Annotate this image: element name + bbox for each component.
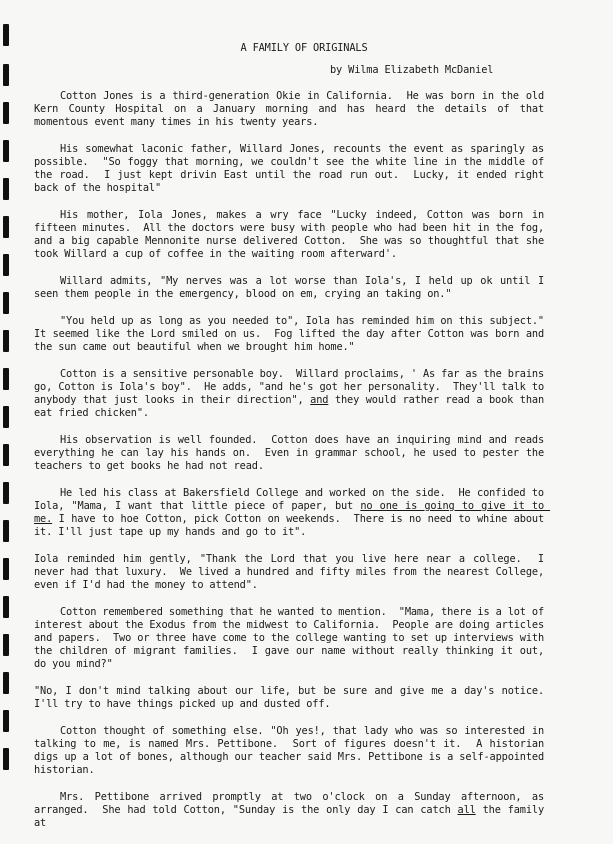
binder-hole: [3, 672, 9, 694]
binder-hole: [3, 710, 9, 732]
document-title: A FAMILY OF ORIGINALS: [240, 42, 368, 54]
binder-hole: [3, 596, 9, 618]
body-paragraph: His observation is well founded. Cotton does have an inquiring mind and reads everything he can lay his hands on. Even in grammar school, he used to pester the teachers to get books he had not read.: [34, 434, 551, 472]
paragraph-text: they would rather read a book than eat fried chicken".: [34, 394, 551, 419]
binder-hole: [3, 558, 9, 580]
body-paragraph: [34, 791, 551, 830]
paragraph-text: Cotton is a sensitive personable boy. Willard proclaims, ' As far as the brains go, Cotton is Iola's boy". He adds, "and he's got her personality. They'll talk to anybody that just looks in their direction",: [34, 368, 551, 406]
underlined-text: no one is going to give it to me.: [34, 500, 551, 525]
body-paragraph: [34, 368, 551, 420]
binder-hole: [3, 140, 9, 162]
binder-hole: [3, 368, 9, 390]
paragraph-text: I have to hoe Cotton, pick Cotton on weekends. There is no need to whine about it. I'll just tape up my hands and go to it".: [34, 513, 551, 538]
body-paragraph: Cotton thought of something else. "Oh yes!, that lady who was so interested in talking to me, is named Mrs. Pettibone. Sort of figures doesn't it. A historian digs up a lot of bones, although our teacher said Mrs. Pettibone is a self-appointed historian.: [34, 725, 551, 776]
document-page: [34, 42, 551, 844]
paragraph-text: He led his class at Bakersfield College and worked on the side. He confided to Iola, "Mama, I want that little piece of paper, but: [34, 487, 551, 512]
binder-margin: [0, 0, 14, 788]
paragraph-text: the family at: [34, 804, 551, 829]
body-paragraph: Willard admits, "My nerves was a lot worse than Iola's, I held up ok until I seen them people in the emergency, blood on em, crying an taking on.": [34, 275, 551, 300]
binder-hole: [3, 102, 9, 124]
body-paragraph: Cotton remembered something that he wanted to mention. "Mama, there is a lot of interest about the Exodus from the midwest to California. People are doing articles and papers. Two or three have come to the college wanting to set up interviews with the children of migrant families. I gave our name without really thinking it out, do you mind?": [34, 606, 551, 670]
paragraph-text: Mrs. Pettibone arrived promptly at two o'clock on a Sunday afternoon, as arranged. She had told Cotton, "Sunday is the only day I can catch: [34, 791, 551, 816]
binder-hole: [3, 482, 9, 504]
underlined-text: and: [310, 394, 329, 406]
binder-hole: [3, 634, 9, 656]
binder-hole: [3, 406, 9, 428]
binder-hole: [3, 216, 9, 238]
binder-hole: [3, 24, 9, 46]
binder-hole: [3, 520, 9, 542]
binder-hole: [3, 178, 9, 200]
body-paragraph: Iola reminded him gently, "Thank the Lord that you live here near a college. I never had that luxury. We lived a hundred and fifty miles from the nearest College, even if I'd had the money to attend".: [34, 553, 551, 591]
body-paragraph: His somewhat laconic father, Willard Jones, recounts the event as sparingly as possible. "So foggy that morning, we couldn't see the white line in the middle of the road. I just kept drivin East until the road run out. Lucky, it ended right back of the hospital": [34, 143, 551, 194]
author-byline: by Wilma Elizabeth McDaniel: [330, 64, 494, 76]
body-paragraph: "No, I don't mind talking about our life, but be sure and give me a day's notice. I'll try to have things picked up and dusted off.: [34, 685, 551, 710]
binder-hole: [3, 330, 9, 352]
document-body: [34, 90, 551, 830]
binder-hole: [3, 292, 9, 314]
body-paragraph: His mother, Iola Jones, makes a wry face "Lucky indeed, Cotton was born in fifteen minutes. All the doctors were busy with people who had been hit in the fog, and a big capable Mennonite nurse delivered Cotton. She was so thoughtful that she took Willard a cup of coffee in the waiting room afterward'.: [34, 209, 551, 260]
binder-hole: [3, 444, 9, 466]
binder-hole: [3, 748, 9, 770]
underlined-text: all: [457, 804, 476, 816]
body-paragraph: Cotton Jones is a third-generation Okie in California. He was born in the old Kern County Hospital on a January morning and has heard the details of that momentous event many times in his twenty years.: [34, 90, 551, 128]
binder-hole: [3, 64, 9, 86]
binder-hole: [3, 254, 9, 276]
body-paragraph: [34, 487, 551, 539]
body-paragraph: "You held up as long as you needed to", Iola has reminded him on this subject." It seemed like the Lord smiled on us. Fog lifted the day after Cotton was born and the sun came out beautiful when we brought him home.": [34, 315, 551, 353]
